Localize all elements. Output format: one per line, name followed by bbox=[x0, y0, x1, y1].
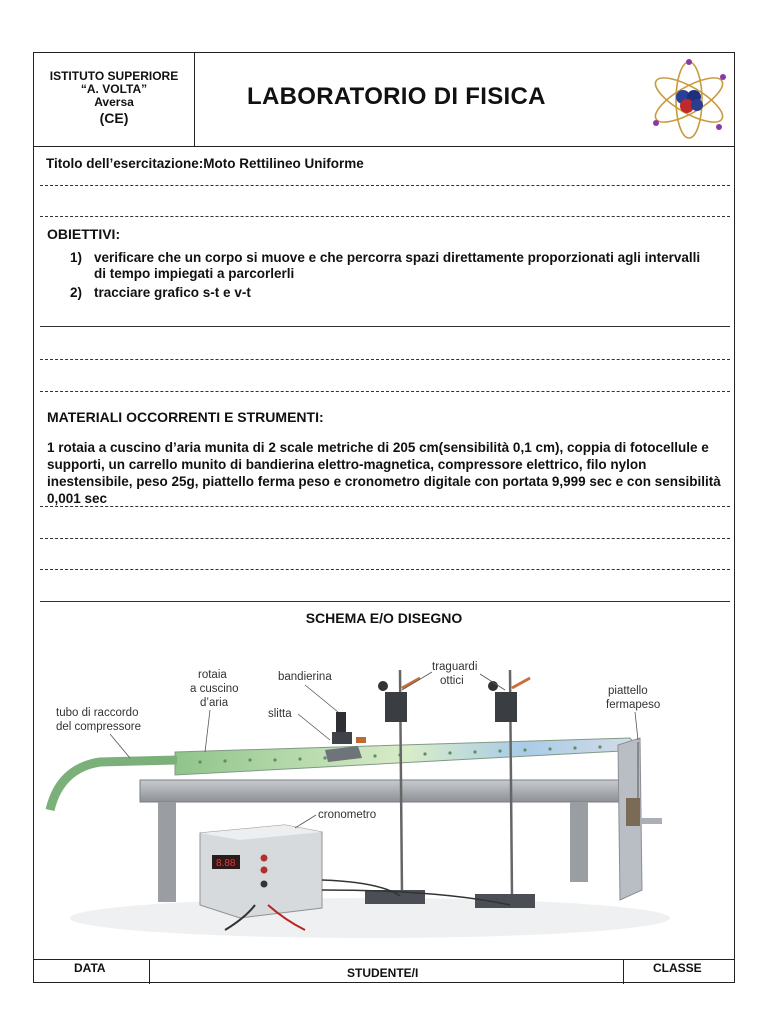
table-top bbox=[140, 780, 620, 802]
atom-icon bbox=[647, 57, 732, 143]
school-name-line1: ISTITUTO SUPERIORE bbox=[49, 69, 179, 83]
dashed-line bbox=[40, 216, 730, 217]
label-plate-line1: piattello bbox=[608, 685, 648, 697]
school-name-line2: “A. VOLTA” bbox=[80, 82, 148, 96]
dashed-line bbox=[40, 506, 730, 507]
objective-text: verificare che un corpo si muove e che percorra spazi direttamente proporzionati agli intervalli di tempo impiegati a parcorlerli bbox=[94, 250, 701, 281]
footer-class-cell bbox=[623, 960, 734, 984]
label-gates-line1: traguardi bbox=[432, 661, 478, 673]
label-tube-line1: tubo di raccordo bbox=[56, 707, 139, 719]
air-rail bbox=[175, 738, 640, 775]
solid-line bbox=[40, 601, 730, 602]
table-leg bbox=[158, 802, 176, 902]
dashed-line bbox=[40, 391, 730, 392]
air-track-illustration bbox=[40, 650, 690, 945]
footer-data-cell bbox=[34, 960, 150, 984]
footer-students-label: STUDENTE/I bbox=[347, 966, 419, 980]
page-title: LABORATORIO DI FISICA bbox=[247, 83, 546, 110]
flag bbox=[336, 712, 346, 732]
dashed-line bbox=[40, 569, 730, 570]
label-plate-line2: fermapeso bbox=[606, 699, 661, 711]
footer-data-label: DATA bbox=[74, 961, 106, 975]
materials-heading: MATERIALI OCCORRENTI E STRUMENTI: bbox=[47, 409, 324, 425]
svg-text:8.88: 8.88 bbox=[216, 858, 236, 869]
footer bbox=[34, 959, 734, 984]
school-province: (CE) bbox=[99, 110, 129, 126]
exercise-title bbox=[46, 155, 364, 172]
exercise-title-value: Moto Rettilineo Uniforme bbox=[203, 156, 364, 171]
objectives-heading: OBIETTIVI: bbox=[47, 226, 121, 242]
label-rail-line3: d’aria bbox=[200, 697, 229, 709]
school-box bbox=[34, 53, 195, 146]
objective-number: 1) bbox=[70, 250, 83, 265]
dashed-line bbox=[40, 359, 730, 360]
footer-students-cell bbox=[149, 960, 624, 984]
header bbox=[34, 53, 734, 147]
materials-text: 1 rotaia a cuscino d’aria munita di 2 scale metriche di 205 cm(sensibilità 0,1 cm), coppia di fotocellule e supporti, un carrello munito di bandierina elettro-magnetica, compressore elettrico, filo nylon inestensibile, peso 25g, piattello ferma peso e cronometro digitale con portata 9,999 sec e con sensibilità 0,001 sec bbox=[47, 440, 721, 506]
objective-number: 2) bbox=[70, 285, 83, 300]
weight-holder bbox=[618, 738, 662, 900]
school-city: Aversa bbox=[94, 95, 134, 109]
label-flag: bandierina bbox=[278, 671, 332, 683]
label-slide: slitta bbox=[268, 708, 292, 720]
table-leg bbox=[570, 802, 588, 882]
exercise-title-label: Titolo dell’esercitazione: bbox=[46, 156, 204, 171]
dashed-line bbox=[40, 538, 730, 539]
label-chronometer: cronometro bbox=[318, 809, 377, 821]
footer-class-label: CLASSE bbox=[653, 961, 702, 975]
objective-text: tracciare grafico s-t e v-t bbox=[94, 285, 251, 300]
label-rail-line2: a cuscino bbox=[190, 683, 239, 695]
dashed-line bbox=[40, 185, 730, 186]
solid-line bbox=[40, 326, 730, 327]
label-gates-line2: ottici bbox=[440, 675, 464, 687]
label-tube-line2: del compressore bbox=[56, 721, 142, 733]
schema-heading: SCHEMA E/O DISEGNO bbox=[305, 610, 463, 626]
label-rail-line1: rotaia bbox=[198, 669, 227, 681]
